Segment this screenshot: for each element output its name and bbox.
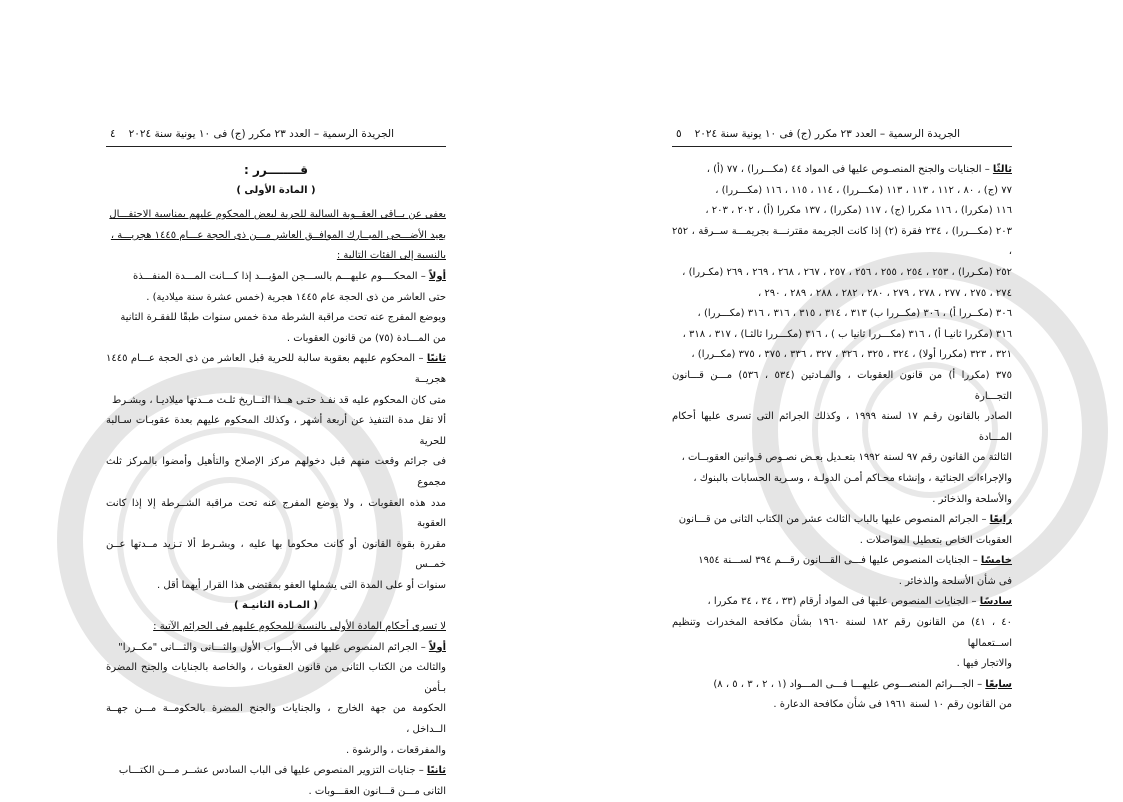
list-item: [672, 675, 1012, 696]
item-text: والثالث من الكتاب الثانى من قانون العقوبات ، والخاصة بالجنايات والجنح المضرة بـأمن: [106, 662, 446, 694]
list-item: [672, 160, 1012, 181]
intro-line: بالنسبة إلى الفئات التالية :: [336, 250, 446, 262]
item-lead: رابعًا: [989, 514, 1012, 526]
item-lead: ثانيًا: [426, 765, 446, 777]
item-lead: سابعًا: [985, 678, 1012, 690]
page-header: [106, 128, 446, 147]
item-text: من القانون رقم ١٠ لسنة ١٩٦١ فى شأن مكافحة الدعارة .: [773, 699, 1012, 711]
left-page: [106, 0, 446, 797]
item-text: – جنايات التزوير المنصوص عليها فى الباب السادس عشــر مـــن الكتـــاب: [118, 765, 427, 777]
item-text: – الجرائم المنصوص عليها بالباب الثالث عشر من الكتاب الثانى من قـــانون: [678, 514, 990, 526]
item-text: – الجنايات المنصوص عليها فى المواد أرقام (٣٣ ، ٣٤ ، ٣٤ مكررا ،: [707, 596, 980, 608]
item-text: والإجراءات الجنائية ، وإنشاء محـاكم أمـن الدولـة ، وسـرية الحسابات بالبنوك ،: [693, 472, 1012, 484]
item-text: فى جرائم وقعت منهم قبل دخولهم مركز الإصلاح والتأهيل وأمضوا بالمركز ثلث مجموع: [106, 456, 446, 488]
list-item: [106, 267, 446, 288]
item-text: – الجنايات والجنح المنصـوص عليها فى المواد ٤٤ (مكـــررا) ، ٧٧ (أ) ،: [706, 164, 993, 175]
item-text: ٣٧٥ (مكررا أ) من قانون العقوبات ، والمـادتين (٥٣٤ ، ٥٣٦) مـــن قـــانون التجـــارة: [672, 369, 1012, 402]
list-item: [106, 761, 446, 782]
page-header: [672, 128, 1012, 147]
item-text: – المحكــــوم عليهـــم بالســـجن المؤبـــد إذا كـــانت المـــدة المنفـــذة: [132, 270, 429, 282]
item-text: – الجنايات المنصوص عليها فـــى القـــانون رقـــم ٣٩٤ لســـنة ١٩٥٤: [698, 555, 981, 567]
item-text: مدد هذه العقوبات ، ولا يوضع المفرج عنه تحت مراقبة الشــرطة إلا إذا كانت العقوبة: [106, 497, 446, 530]
page-body: [106, 160, 446, 802]
decree-heading: قــــــــرر :: [243, 163, 309, 177]
item-text: ٢٧٤ ، ٢٧٥ ، ٢٧٧ ، ٢٧٨ ، ٢٧٩ ، ٢٨٠ ، ٢٨٢ ، ٢٨٨ ، ٢٨٩ ، ٢٩٠ ،: [758, 287, 1012, 299]
article-heading: ( المـادة الثانيـة ): [233, 600, 319, 612]
item-text: الصادر بالقانون رقـم ١٧ لسنة ١٩٩٩ ، وكذلك الجرائم التى تسرى عليها أحكام المـــادة: [672, 411, 1012, 443]
item-text: ٧٧ (ج) ، ٨٠ ، ١١٢ ، ١١٣ ، ١١٣ (مكـــررا) ، ١١٤ ، ١١٥ ، ١١٦ (مكـــررا) ،: [715, 184, 1012, 196]
item-lead: سادسًا: [979, 596, 1012, 608]
item-lead: أولاً: [428, 641, 446, 653]
item-text: من المـــادة (٧٥) من قانون العقوبات .: [286, 332, 446, 344]
article-intro: لا تسرى أحكام المادة الأولى بالنسبة للمحكوم عليهم فى الجرائم الآتية :: [153, 621, 446, 633]
page-body: [672, 160, 1012, 716]
list-item: [106, 349, 446, 390]
gazette-title: الجريدة الرسمية – العدد ٢٣ مكرر (ج) فى ١٠ يونية سنة ٢٠٢٤: [694, 128, 960, 140]
page-number: ٤: [110, 128, 116, 140]
item-text: مقررة بقوة القانون أو كانت محكوما بها عليه ، وبشـرط ألا تـزيد مــدتها عــن خمــس: [106, 538, 446, 571]
item-text: فى شأن الأسلحة والذخائر .: [898, 575, 1012, 587]
list-item: [672, 510, 1012, 531]
item-text: الثانى مـــن قـــانون العقـــوبات .: [308, 785, 446, 797]
gazette-title: الجريدة الرسمية – العدد ٢٣ مكرر (ج) فى ١٠ يونية سنة ٢٠٢٤: [128, 128, 394, 140]
item-text: العقوبات الخاص بتعطيل المواصلات .: [859, 534, 1012, 546]
intro-line: يعفى عن بــاقى العقــوبة السالبة للحرية لبعض المحكوم عليهم بمناسبة الاحتفـــال: [109, 209, 446, 221]
item-text: ٤٠ ، ٤١) من القانون رقم ١٨٢ لسنة ١٩٦٠ بشأن مكافحة المخدرات وتنظيم اســتعمالها: [672, 617, 1012, 649]
article-heading: ( المادة الأولى ): [236, 184, 316, 196]
item-text: – الجـــرائم المنصـــوص عليهـــا فـــى المـــواد (١ ، ٢ ، ٣ ، ٥ ، ٨): [713, 678, 986, 690]
item-text: والأسلحة والذخائر .: [932, 493, 1012, 505]
item-text: متى كان المحكوم عليه قد نفـذ حتـى هــذا التــاريخ ثلـث مــدتها ميلاديـا ، وبشـرط: [111, 394, 446, 406]
item-text: ٢٥٢ (مكـررا) ، ٢٥٣ ، ٢٥٤ ، ٢٥٥ ، ٢٥٦ ، ٢٥٧ ، ٢٦٧ ، ٢٦٨ ، ٢٦٩ ، ٢٦٩ (مكـررا) ،: [682, 266, 1012, 278]
page-number: ٥: [676, 128, 682, 140]
item-text: ١١٦ (مكررا) ، ١١٦ مكررا (ج) ، ١١٧ (مكررا) ، ١٣٧ مكررا (أ) ، ٢٠٢ ، ٢٠٣ ،: [705, 205, 1012, 217]
list-item: [672, 592, 1012, 613]
item-text: ويوضع المفرج عنه تحت مراقبة الشرطة مدة خمس سنوات طبقًا للفقـرة الثانية: [120, 312, 446, 324]
list-item: [672, 551, 1012, 572]
item-text: ألا تقل مدة التنفيذ عن أربعة أشهر ، وكذلك المحكوم عليهم بعدة عقوبـات سـالبة للحرية: [106, 415, 446, 447]
item-lead: أولاً: [428, 270, 446, 282]
item-text: حتى العاشر من ذى الحجة عام ١٤٤٥ هجرية (خمس عشرة سنة ميلادية) .: [146, 291, 446, 303]
item-text: – المحكوم عليهم بعقوبة سالبة للحرية قبل العاشر من ذى الحجة عـــام ١٤٤٥ هجريــة: [106, 353, 446, 385]
item-lead: خامسًا: [980, 555, 1012, 567]
item-text: ٢٠٣ (مكـــررا) ، ٢٣٤ فقرة (٢) إذا كانت الجريمة مقترنـــة بجريمـــة ســرقة ، ٢٥٢ ،: [672, 225, 1012, 258]
item-text: والمفرقعات ، والرشوة .: [346, 744, 446, 756]
list-item: [106, 638, 446, 659]
item-text: ٣١٦ (مكررا ثانيـا أ) ، ٣١٦ (مكـــررا ثانيا ب ) ، ٣١٦ (مكـــررا ثالثـا) ، ٣١٧ ، ٣١٨ ،: [682, 328, 1012, 340]
item-lead: ثانيًا: [426, 353, 446, 365]
item-text: والاتجار فيها .: [956, 658, 1012, 670]
item-text: – الجرائم المنصوص عليها فى الأبـــواب الأول والثـــانى والثـــانى "مكــررا": [118, 641, 429, 653]
item-text: ٣٢١ ، ٣٢٣ (مكررا أولا) ، ٣٢٤ ، ٣٢٥ ، ٣٢٦ ، ٣٢٧ ، ٣٣٦ ، ٣٧٥ ، ٣٧٥ (مكــررا) ،: [691, 349, 1012, 361]
item-lead: ثالثًا: [992, 164, 1012, 175]
item-text: ٣٠٦ (مكــررا أ) ، ٣٠٦ (مكــررا ب) ٣١٣ ، ٣١٤ ، ٣١٥ ، ٣١٦ ، ٣١٦ (مكـــررا) ،: [697, 308, 1012, 320]
item-text: الثالثة من القانون رقم ٩٧ لسنة ١٩٩٢ بتعـديل بعـض نصـوص قـوانين العقوبــات ،: [681, 452, 1012, 464]
item-text: سنوات أو على المدة التى يشملها العفو بمقتضى هذا القرار أيهما أقل .: [157, 579, 446, 591]
item-text: الحكومة من جهة الخارج ، والجنايات والجنح المضرة بالحكومــة مـــن جهــة الــداخل ،: [106, 703, 446, 736]
right-page: [672, 0, 1012, 797]
intro-line: بعيد الأضـــحى المبــارك الموافــق العاشر مـــن ذى الحجة عـــام ١٤٤٥ هجريـــة ،: [110, 229, 446, 241]
